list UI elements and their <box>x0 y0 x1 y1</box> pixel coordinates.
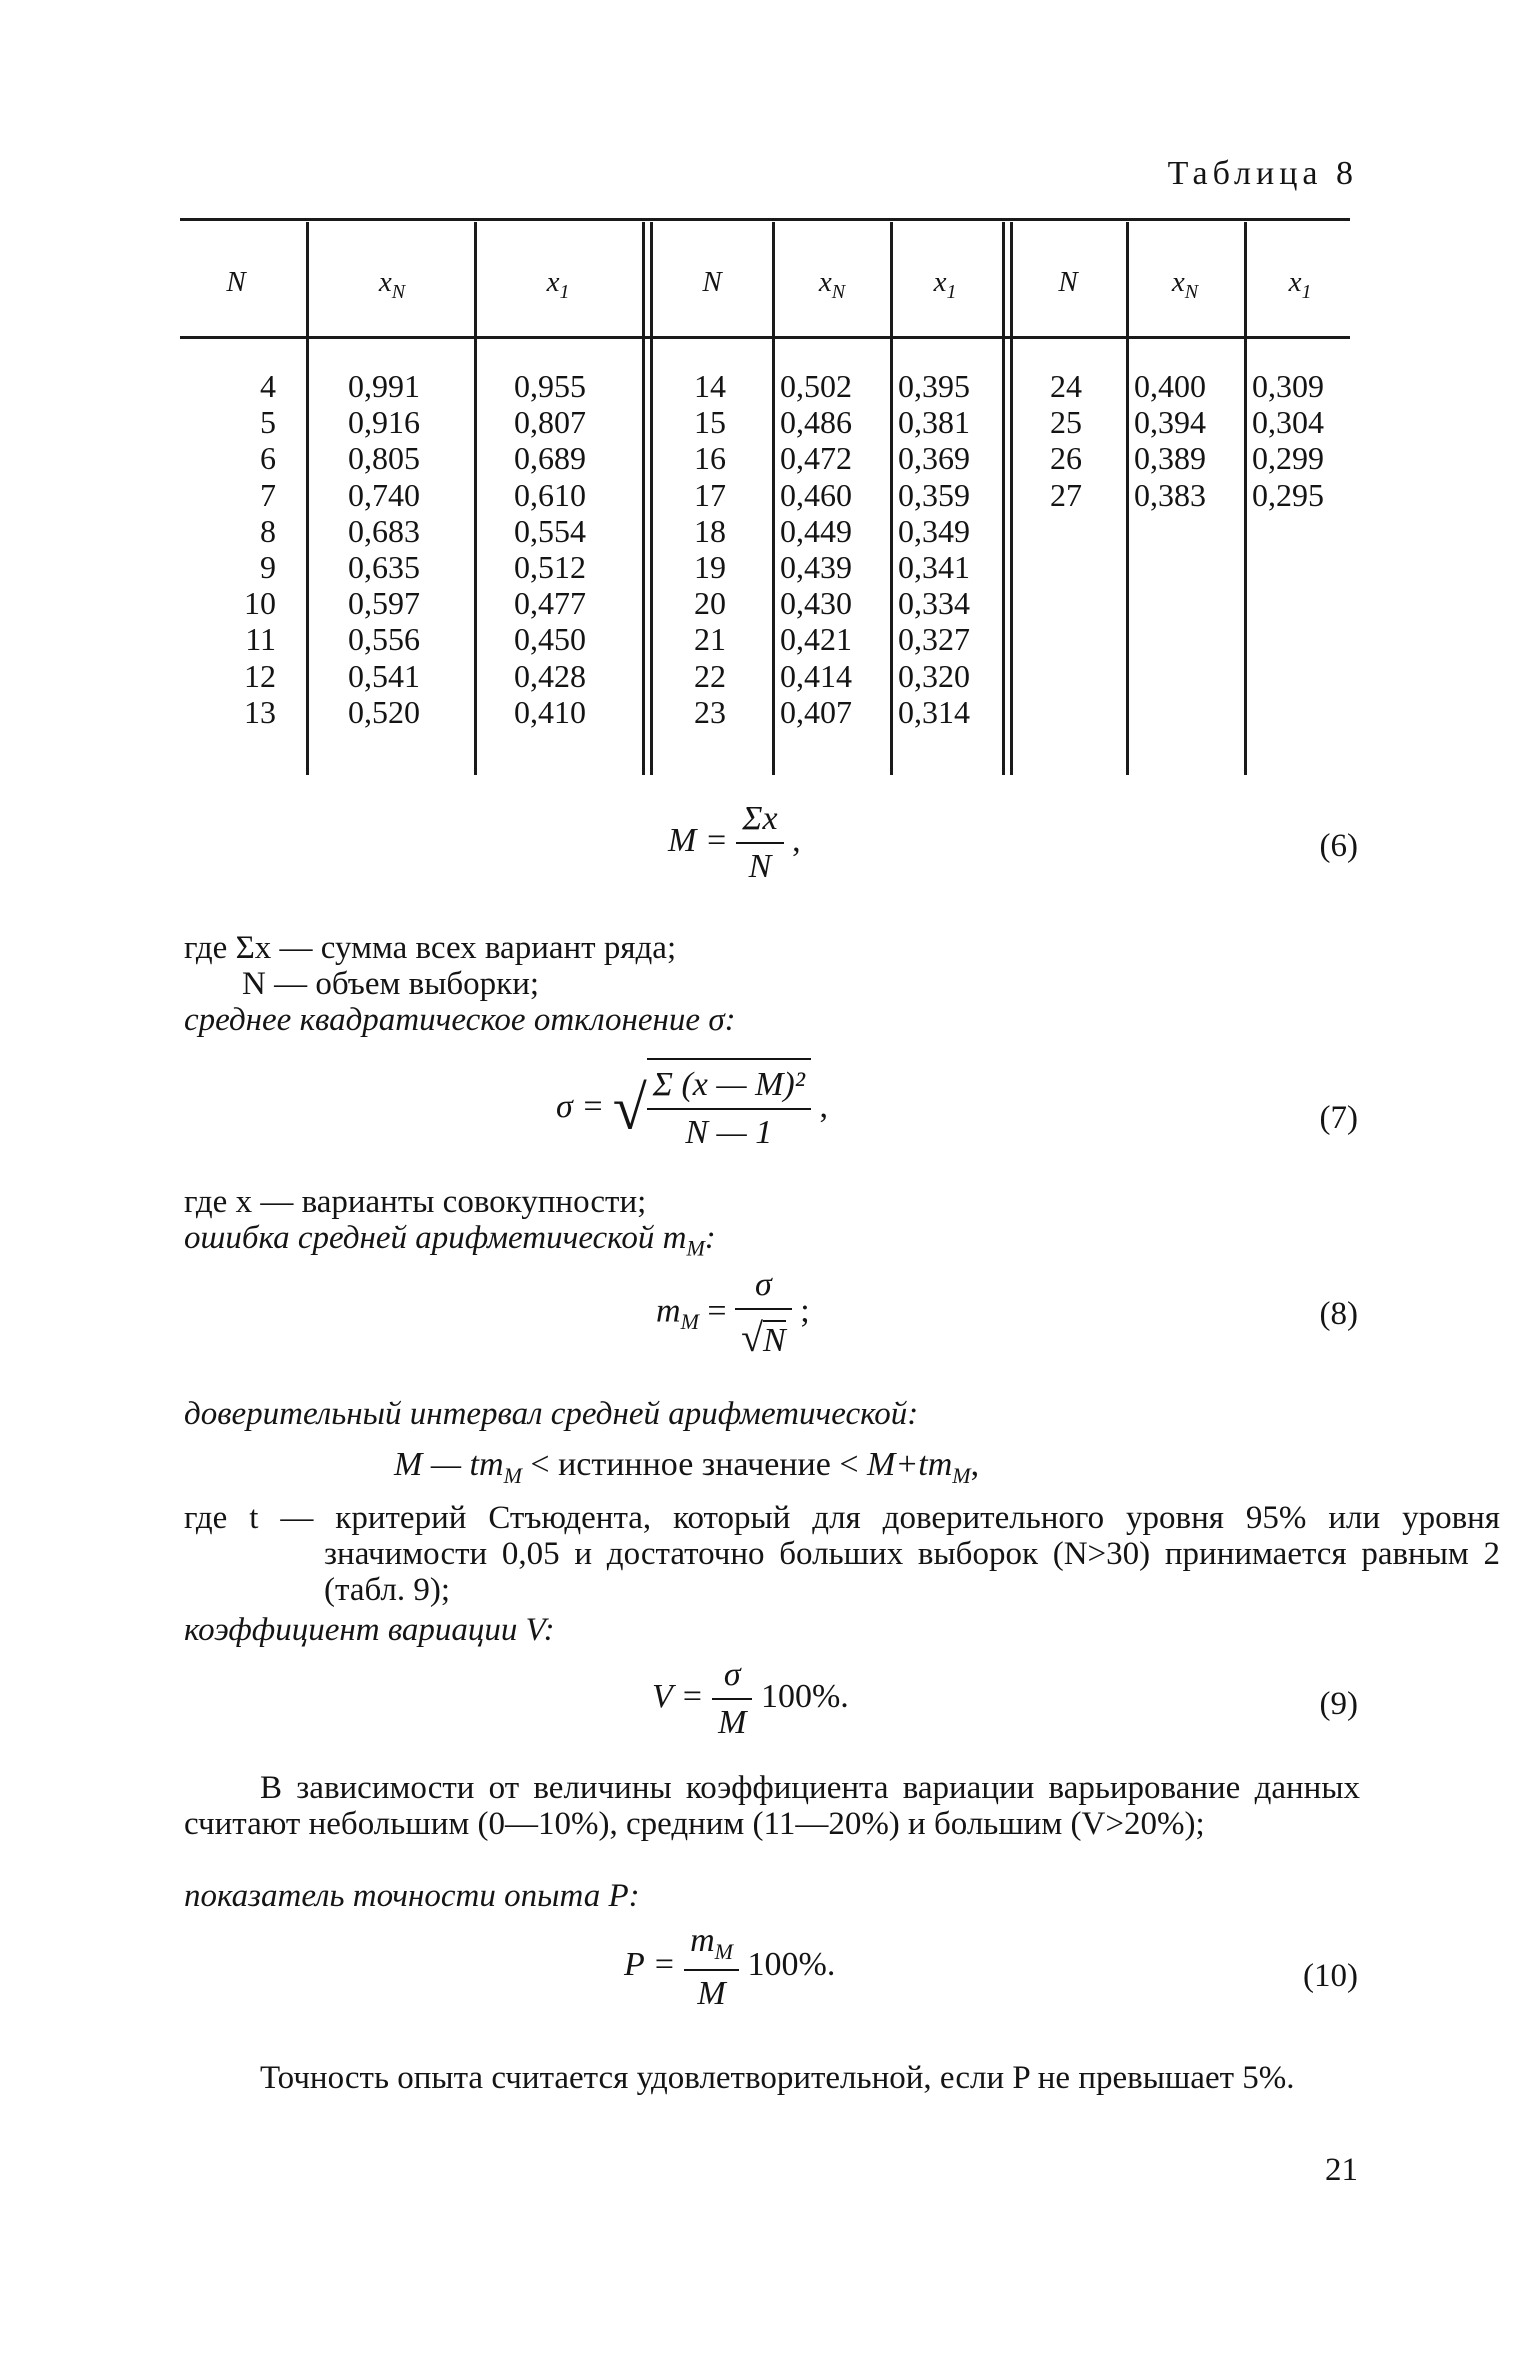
text-ci-heading: доверительный интервал средней арифметической: <box>184 1396 919 1432</box>
col-separator <box>474 222 477 775</box>
text-where-x: где x — варианты совокупности; <box>184 1184 647 1220</box>
header-n: N <box>226 266 246 298</box>
header-xn: $x_N$ <box>1171 266 1199 303</box>
table-top-rule <box>180 218 1350 221</box>
group-separator <box>642 222 645 775</box>
text-cv-paragraph: В зависимости от величины коэффициента вариации варьирование данных считают небольшим (0—10%), средним (11—20%) и большим (V>20%); <box>184 1770 1360 1842</box>
formula-8: $m_M$ = $\frac{\sigma}{√N}$ ; <box>656 1266 810 1360</box>
col-separator <box>1244 222 1247 775</box>
col-separator <box>1126 222 1129 775</box>
group-separator <box>1010 222 1013 775</box>
text-sd-heading: среднее квадратическое отклонение σ: <box>184 1002 736 1038</box>
equation-number-7: (7) <box>1319 1100 1358 1136</box>
text-p-heading: показатель точности опыта P: <box>184 1878 640 1914</box>
column-n-group-1: 4 5 6 7 8 9 10 11 12 13 <box>244 368 276 730</box>
column-x1-group-1: 0,955 0,807 0,689 0,610 0,554 0,512 0,477 0,450 0,428 0,410 <box>514 368 586 730</box>
text-cv-heading: коэффициент вариации V: <box>184 1612 555 1648</box>
column-xn-group-2: 0,502 0,486 0,472 0,460 0,449 0,439 0,430 0,421 0,414 0,407 <box>780 368 852 730</box>
table-caption: Таблица 8 <box>1167 155 1358 192</box>
text-p-paragraph: Точность опыта считается удовлетворительной, если P не превышает 5%. <box>260 2060 1295 2096</box>
header-n: N <box>1058 266 1078 298</box>
header-n: N <box>702 266 722 298</box>
column-n-group-3: 24 25 26 27 <box>1050 368 1082 513</box>
data-table <box>180 218 1350 780</box>
equation-number-8: (8) <box>1319 1296 1358 1332</box>
text-student: где t — критерий Стъюдента, который для доверительного уровня 95% или уровня значимости 0,05 и достаточно больших выборок (N>30) принимается равным 2 (табл. 9); <box>184 1500 1500 1608</box>
table-header-rule <box>180 336 1350 339</box>
equation-number-9: (9) <box>1319 1686 1358 1722</box>
col-separator <box>772 222 775 775</box>
formula-7: σ = √ $\frac{\text{Σ (x — M)²}}{N — 1}$ , <box>556 1058 828 1152</box>
column-xn-group-1: 0,991 0,916 0,805 0,740 0,683 0,635 0,597 0,556 0,541 0,520 <box>348 368 420 730</box>
text-error-heading: ошибка средней арифметической $m_M$: <box>184 1220 716 1261</box>
text-where-sum: где Σx — сумма всех вариант ряда; <box>184 930 677 966</box>
equation-number-10: (10) <box>1303 1958 1358 1994</box>
page-number: 21 <box>1325 2152 1358 2188</box>
header-x1: $x_1$ <box>546 266 570 303</box>
column-n-group-2: 14 15 16 17 18 19 20 21 22 23 <box>694 368 726 730</box>
formula-9: V = $\frac{\sigma}{M}$ 100%. <box>652 1656 849 1741</box>
radical-sign: √ <box>741 1315 764 1360</box>
formula-10: P = $\frac{m_M}{M}$ 100%. <box>624 1922 836 2012</box>
group-separator <box>650 222 653 775</box>
column-x1-group-2: 0,395 0,381 0,369 0,359 0,349 0,341 0,334 0,327 0,320 0,314 <box>898 368 970 730</box>
col-separator <box>306 222 309 775</box>
text-where-n: N — объем выборки; <box>242 966 540 1002</box>
header-x1: $x_1$ <box>933 266 957 303</box>
column-x1-group-3: 0,309 0,304 0,299 0,295 <box>1252 368 1324 513</box>
column-xn-group-3: 0,400 0,394 0,389 0,383 <box>1134 368 1206 513</box>
confidence-interval: M — $tm_M$ < истинное значение < $M+tm_M$, <box>394 1446 980 1488</box>
header-x1: $x_1$ <box>1288 266 1312 303</box>
group-separator <box>1002 222 1005 775</box>
equation-number-6: (6) <box>1319 828 1358 864</box>
header-xn: $x_N$ <box>378 266 406 303</box>
col-separator <box>890 222 893 775</box>
formula-6: M = $\frac{\Sigma x}{N}$ , <box>668 800 801 885</box>
header-xn: $x_N$ <box>818 266 846 303</box>
radical-sign: √ <box>612 1074 647 1143</box>
